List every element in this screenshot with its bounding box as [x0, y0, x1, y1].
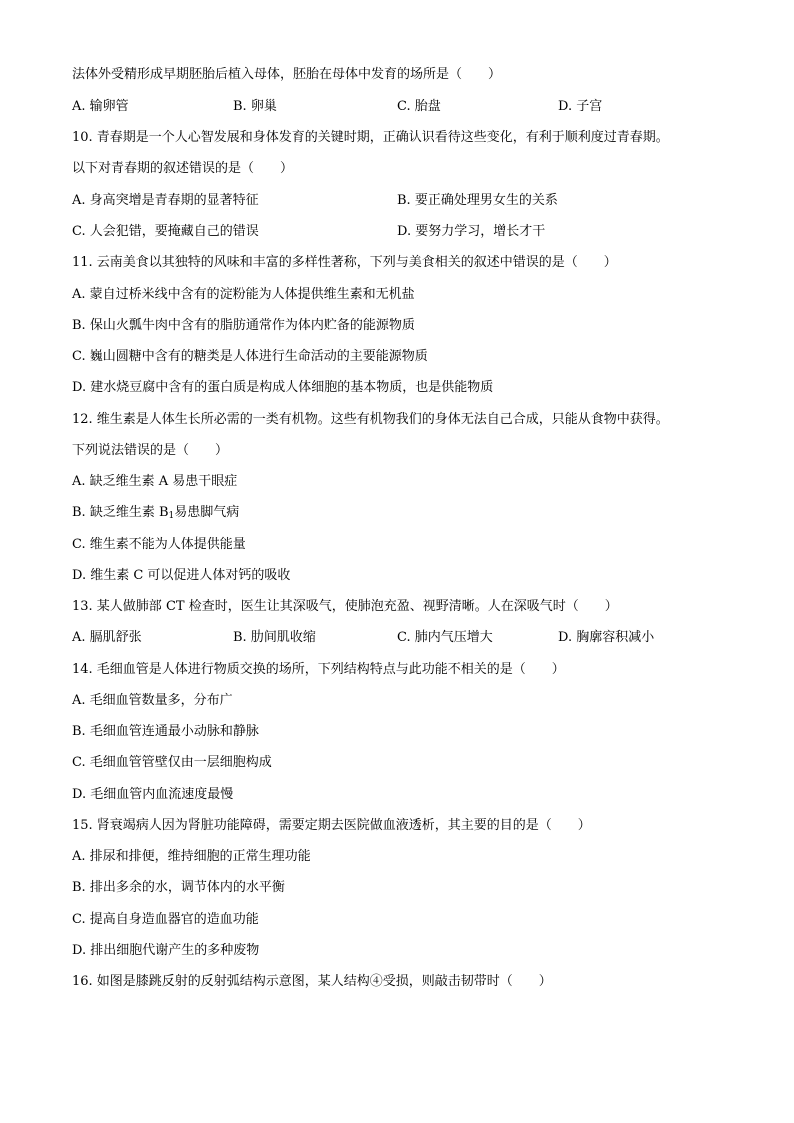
q15-option-b: B. 排出多余的水，调节体内的水平衡 [72, 880, 285, 895]
q12-option-c: C. 维生素不能为人体提供能量 [72, 537, 246, 552]
q14-option-d: D. 毛细血管内血流速度最慢 [72, 787, 234, 802]
q11-option-d: D. 建水烧豆腐中含有的蛋白质是构成人体细胞的基本物质，也是供能物质 [72, 380, 494, 395]
q10-option-a: A. 身高突增是青春期的显著特征 [72, 193, 259, 208]
q10-option-c: C. 人会犯错，要掩藏自己的错误 [72, 224, 259, 239]
q10-option-d: D. 要努力学习，增长才干 [397, 224, 546, 239]
q11-option-c: C. 巍山圆糖中含有的糖类是人体进行生命活动的主要能源物质 [72, 349, 428, 364]
q12-stem-line2: 下列说法错误的是（ ） [72, 443, 229, 458]
q15-option-d: D. 排出细胞代谢产生的多种废物 [72, 943, 260, 958]
q14-option-a: A. 毛细血管数量多，分布广 [72, 693, 233, 708]
q14-option-c: C. 毛细血管管壁仅由一层细胞构成 [72, 755, 272, 770]
q14-stem: 14. 毛细血管是人体进行物质交换的场所，下列结构特点与此功能不相关的是（ ） [72, 662, 565, 677]
q9-option-a: A. 输卵管 [72, 99, 129, 114]
q12-option-b-subscript: 1 [168, 511, 175, 521]
q10-stem-line2: 以下对青春期的叙述错误的是（ ） [72, 161, 294, 176]
q9-option-c: C. 胎盘 [397, 99, 441, 114]
q10-stem-line1: 10. 青春期是一个人心智发展和身体发育的关键时期，正确认识看待这些变化，有利于顺利度过青春期。 [72, 130, 669, 145]
q12-option-d: D. 维生素 C 可以促进人体对钙的吸收 [72, 568, 291, 583]
q12-option-a: A. 缺乏维生素 A 易患干眼症 [72, 474, 238, 489]
q11-stem: 11. 云南美食以其独特的风味和丰富的多样性著称，下列与美食相关的叙述中错误的是（ ） [72, 255, 617, 270]
q15-option-a: A. 排尿和排便，维持细胞的正常生理功能 [72, 849, 311, 864]
q12-stem-line1: 12. 维生素是人体生长所必需的一类有机物。这些有机物我们的身体无法自己合成，只能从食物中获得。 [72, 412, 669, 427]
q15-option-c: C. 提高自身造血器官的造血功能 [72, 912, 259, 927]
q13-stem: 13. 某人做肺部 CT 检查时，医生让其深吸气，使肺泡充盈、视野清晰。人在深吸气时（ ） [72, 599, 618, 614]
q13-option-c: C. 肺内气压增大 [397, 630, 493, 645]
q13-option-a: A. 膈肌舒张 [72, 630, 142, 645]
q11-option-b: B. 保山火瓢牛肉中含有的脂肪通常作为体内贮备的能源物质 [72, 318, 415, 333]
q12-option-b [72, 504, 239, 522]
q16-stem: 16. 如图是膝跳反射的反射弧结构示意图，某人结构④受损，则敲击韧带时（ ） [72, 974, 552, 989]
q15-stem: 15. 肾衰竭病人因为肾脏功能障碍，需要定期去医院做血液透析，其主要的目的是（ ） [72, 818, 591, 833]
q10-option-b: B. 要正确处理男女生的关系 [397, 193, 558, 208]
q13-option-d: D. 胸廓容积减小 [558, 630, 655, 645]
q14-option-b: B. 毛细血管连通最小动脉和静脉 [72, 724, 259, 739]
q12-option-b-post: 易患脚气病 [174, 505, 240, 520]
q11-option-a: A. 蒙自过桥米线中含有的淀粉能为人体提供维生素和无机盐 [72, 287, 415, 302]
q12-option-b-pre: B. 缺乏维生素 B [72, 505, 169, 520]
q9-option-b: B. 卵巢 [233, 99, 277, 114]
q9-option-d: D. 子宫 [558, 99, 603, 114]
q13-option-b: B. 肋间肌收缩 [233, 630, 316, 645]
q9-stem: 法体外受精形成早期胚胎后植入母体，胚胎在母体中发育的场所是（ ） [72, 67, 502, 82]
